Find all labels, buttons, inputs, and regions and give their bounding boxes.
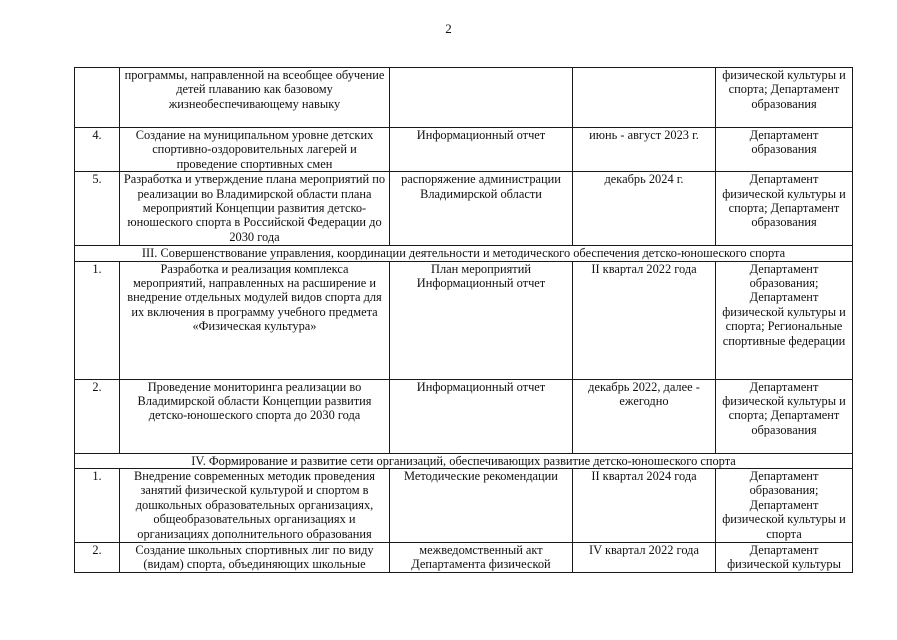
event-cell: программы, направленной на всеобщее обучение детей плаванию как базовому жизнеобеспечивающему навыку bbox=[120, 68, 390, 128]
event-cell: Внедрение современных методик проведения занятий физической культурой и спортом в дошкольных образовательных организациях, общеобразовательных организациях и организациях дополнительного образования bbox=[120, 469, 390, 543]
result-form-cell: Информационный отчет bbox=[390, 128, 573, 172]
deadline-cell bbox=[573, 68, 716, 128]
table-row bbox=[75, 543, 853, 573]
result-form-cell: межведомственный акт Департамента физической bbox=[390, 543, 573, 573]
row-number: 5. bbox=[75, 172, 120, 246]
event-cell: Разработка и реализация комплекса мероприятий, направленных на расширение и внедрение отдельных модулей видов спорта для их включения в программу учебного предмета «Физическая культура» bbox=[120, 261, 390, 379]
row-number: 2. bbox=[75, 379, 120, 453]
row-number: 1. bbox=[75, 261, 120, 379]
row-number: 1. bbox=[75, 469, 120, 543]
result-form-cell bbox=[390, 68, 573, 128]
deadline-cell: июнь - август 2023 г. bbox=[573, 128, 716, 172]
event-cell: Создание на муниципальном уровне детских спортивно-оздоровительных лагерей и проведение спортивных смен bbox=[120, 128, 390, 172]
executor-cell: Департамент физической культуры и спорта; Департамент образования bbox=[716, 379, 853, 453]
table-row bbox=[75, 469, 853, 543]
table-row bbox=[75, 172, 853, 246]
deadline-cell: IV квартал 2022 года bbox=[573, 543, 716, 573]
executor-cell: физической культуры и спорта; Департамент образования bbox=[716, 68, 853, 128]
deadline-cell: декабрь 2024 г. bbox=[573, 172, 716, 246]
row-number: 2. bbox=[75, 543, 120, 573]
executor-cell: Департамент физической культуры bbox=[716, 543, 853, 573]
row-number bbox=[75, 68, 120, 128]
executor-cell: Департамент образования; Департамент физической культуры и спорта bbox=[716, 469, 853, 543]
table-row bbox=[75, 68, 853, 128]
executor-cell: Департамент образования bbox=[716, 128, 853, 172]
event-cell: Разработка и утверждение плана мероприятий по реализации во Владимирской области плана мероприятий Концепции развития детско-юношеского спорта в Российской Федерации до 2030 года bbox=[120, 172, 390, 246]
executor-cell: Департамент образования; Департамент физической культуры и спорта; Региональные спортивные федерации bbox=[716, 261, 853, 379]
section-title: IV. Формирование и развитие сети организаций, обеспечивающих развитие детско-юношеского спорта bbox=[75, 453, 853, 468]
page-number: 2 bbox=[445, 21, 452, 36]
event-cell: Проведение мониторинга реализации во Владимирской области Концепции развития детско-юношеского спорта до 2030 года bbox=[120, 379, 390, 453]
section-title: III. Совершенствование управления, координации деятельности и методического обеспечения детско-юношеского спорта bbox=[75, 246, 853, 261]
result-form-cell: Информационный отчет bbox=[390, 379, 573, 453]
executor-cell: Департамент физической культуры и спорта; Департамент образования bbox=[716, 172, 853, 246]
deadline-cell: декабрь 2022, далее - ежегодно bbox=[573, 379, 716, 453]
action-plan-table bbox=[74, 67, 853, 573]
section-header-row bbox=[75, 246, 853, 261]
section-header-row bbox=[75, 453, 853, 468]
deadline-cell: II квартал 2024 года bbox=[573, 469, 716, 543]
table-row bbox=[75, 128, 853, 172]
result-form-cell: распоряжение администрации Владимирской области bbox=[390, 172, 573, 246]
row-number: 4. bbox=[75, 128, 120, 172]
result-form-cell: План мероприятий Информационный отчет bbox=[390, 261, 573, 379]
table-row bbox=[75, 261, 853, 379]
result-form-cell: Методические рекомендации bbox=[390, 469, 573, 543]
event-cell: Создание школьных спортивных лиг по виду (видам) спорта, объединяющих школьные bbox=[120, 543, 390, 573]
deadline-cell: II квартал 2022 года bbox=[573, 261, 716, 379]
table-row bbox=[75, 379, 853, 453]
